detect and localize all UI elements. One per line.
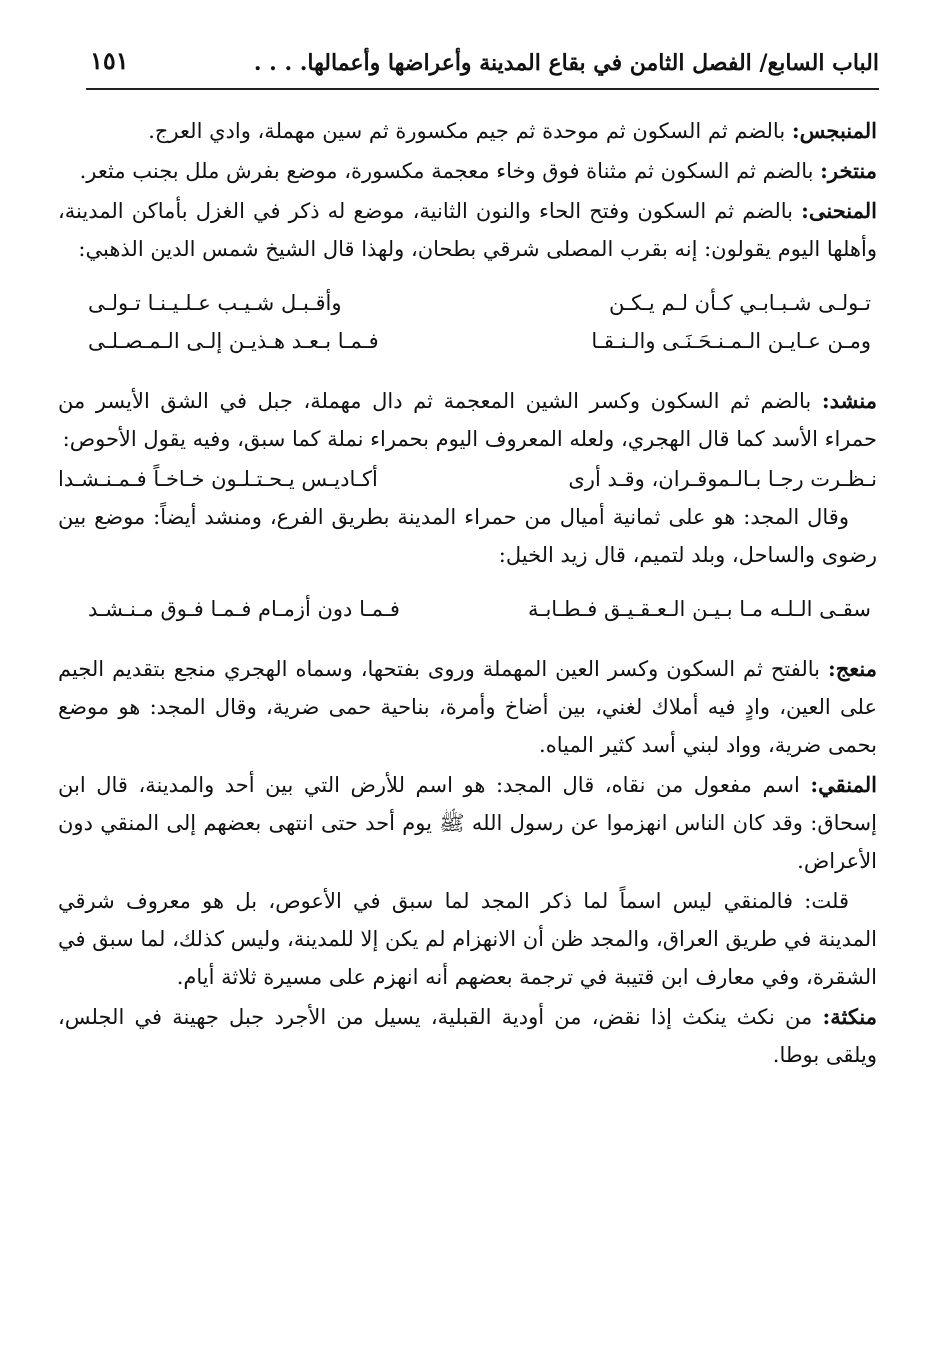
entry-term: المنحنى: xyxy=(801,198,877,223)
entry-text: بالضم ثم السكون وفتح الحاء والنون الثانية، موضع له ذكر في الغزل بأماكن المدينة، وأهلها اليوم يقولون: إنه بقرب المصلى شرقي بطحان، ولهذا قال الشيخ شمس الدين الذهبي: xyxy=(58,199,877,261)
page-number: ١٥١ xyxy=(90,46,129,75)
entry-muntakhar xyxy=(58,152,877,190)
entry-text: بالضم ثم السكون وكسر الشين المعجمة ثم دال مهملة، جبل في الشق الأيسر من حمراء الأسد كما قال الهجري، ولعله المعروف اليوم بحمراء نملة كما سبق، وفيه يقول الأحوص: xyxy=(58,389,877,451)
verse-second-hemistich: وأقـبـل شـيـب عـلـيـنـا تـولـى xyxy=(88,291,342,315)
verse-first-hemistich: تـولـى شـبـابـي كـأن لـم يـكـن xyxy=(609,291,871,315)
entry-munaqqi xyxy=(58,766,877,880)
verse-first-hemistich: نـظـرت رجـا بـالـموقـران، وقـد أرى xyxy=(568,467,877,491)
entry-text: بالضم ثم السكون ثم موحدة ثم جيم مكسورة ثم سين مهملة، وادي العرج. xyxy=(148,119,792,143)
verse-line xyxy=(88,590,871,628)
poem-dhahabi xyxy=(58,284,877,360)
verse-first-hemistich: ومـن عـايـن الـمـنـحَـنَـى والـنـقـا xyxy=(591,329,871,353)
verse-line xyxy=(88,284,871,322)
running-title: الباب السابع/ الفصل الثامن في بقاع المدينة وأعراضها وأعمالها. . . . xyxy=(253,50,879,76)
verse-second-hemistich: أكـاديـس يـحـتـلـون خـاخـاً فـمـنـشـدا xyxy=(58,467,378,491)
verse-second-hemistich: فـمـا دون أزمـام فـمـا فـوق مـنـشـد xyxy=(88,597,400,621)
entry-munhana xyxy=(58,192,877,268)
entry-text: بالضم ثم السكون ثم مثناة فوق وخاء معجمة مكسورة، موضع بفرش ملل بجنب مثعر. xyxy=(79,159,821,183)
entry-term: المنبجس: xyxy=(791,118,877,143)
entry-munaqqi-comment: قلت: فالمنقي ليس اسماً لما ذكر المجد لما سبق في الأعوص، بل هو معروف شرقي المدينة في طريق العراق، والمجد ظن أن الانهزام لم يكن إلا للمدينة، وليس كذلك، لما سبق في الشقرة، وفي معارف ابن قتيبة في ترجمة بعضهم أنه انهزم على مسيرة ثلاثة أيام. xyxy=(58,889,877,989)
entry-munkatha xyxy=(58,998,877,1074)
verse-line xyxy=(88,322,871,360)
entry-text: بالفتح ثم السكون وكسر العين المهملة وروى بفتحها، وسماه الهجري منجع بتقديم الجيم على العين، وادٍ فيه أملاك لغني، بين أضاخ وأمرة، بناحية حمى ضرية، وقال المجد: هو موضع بحمى ضرية، وواد لبني أسد كثير المياه. xyxy=(58,657,877,757)
entry-munshid-continued: وقال المجد: هو على ثمانية أميال من حمراء المدينة بطريق الفرع، ومنشد أيضاً: موضع بين رضوى والساحل، وبلد لتميم، قال زيد الخيل: xyxy=(58,505,877,567)
entry-munshid xyxy=(58,382,877,458)
page-body xyxy=(58,112,877,1076)
entry-term: منكثة: xyxy=(822,1004,877,1029)
entry-term: منشد: xyxy=(821,388,877,413)
entry-text: اسم مفعول من نقاه، قال المجد: هو اسم للأرض التي بين أحد والمدينة، قال ابن إسحاق: وقد كان الناس انهزموا عن رسول الله ﷺ يوم أحد حتى انتهى بعضهم إلى المنقي دون الأعراض. xyxy=(58,773,877,873)
entry-term: المنقي: xyxy=(810,772,877,797)
entry-text: من نكث ينكث إذا نقض، من أودية القبلية، يسيل من الأجرد جبل جهينة في الجلس، ويلقى بوطا. xyxy=(58,1005,877,1067)
entry-munij xyxy=(58,650,877,764)
verse-ahwas xyxy=(58,460,877,498)
entry-manbajis xyxy=(58,112,877,150)
verse-second-hemistich: فـمـا بـعـد هـذيـن إلـى الـمـصـلـى xyxy=(88,329,379,353)
entry-term: منعج: xyxy=(827,656,877,681)
verse-first-hemistich: سقـى الـلـه مـا بـيـن الـعـقـيـق فـطـابـة xyxy=(528,597,871,621)
page-header xyxy=(86,44,879,90)
poem-zayd-al-khayl xyxy=(58,590,877,628)
entry-term: منتخر: xyxy=(820,158,877,183)
